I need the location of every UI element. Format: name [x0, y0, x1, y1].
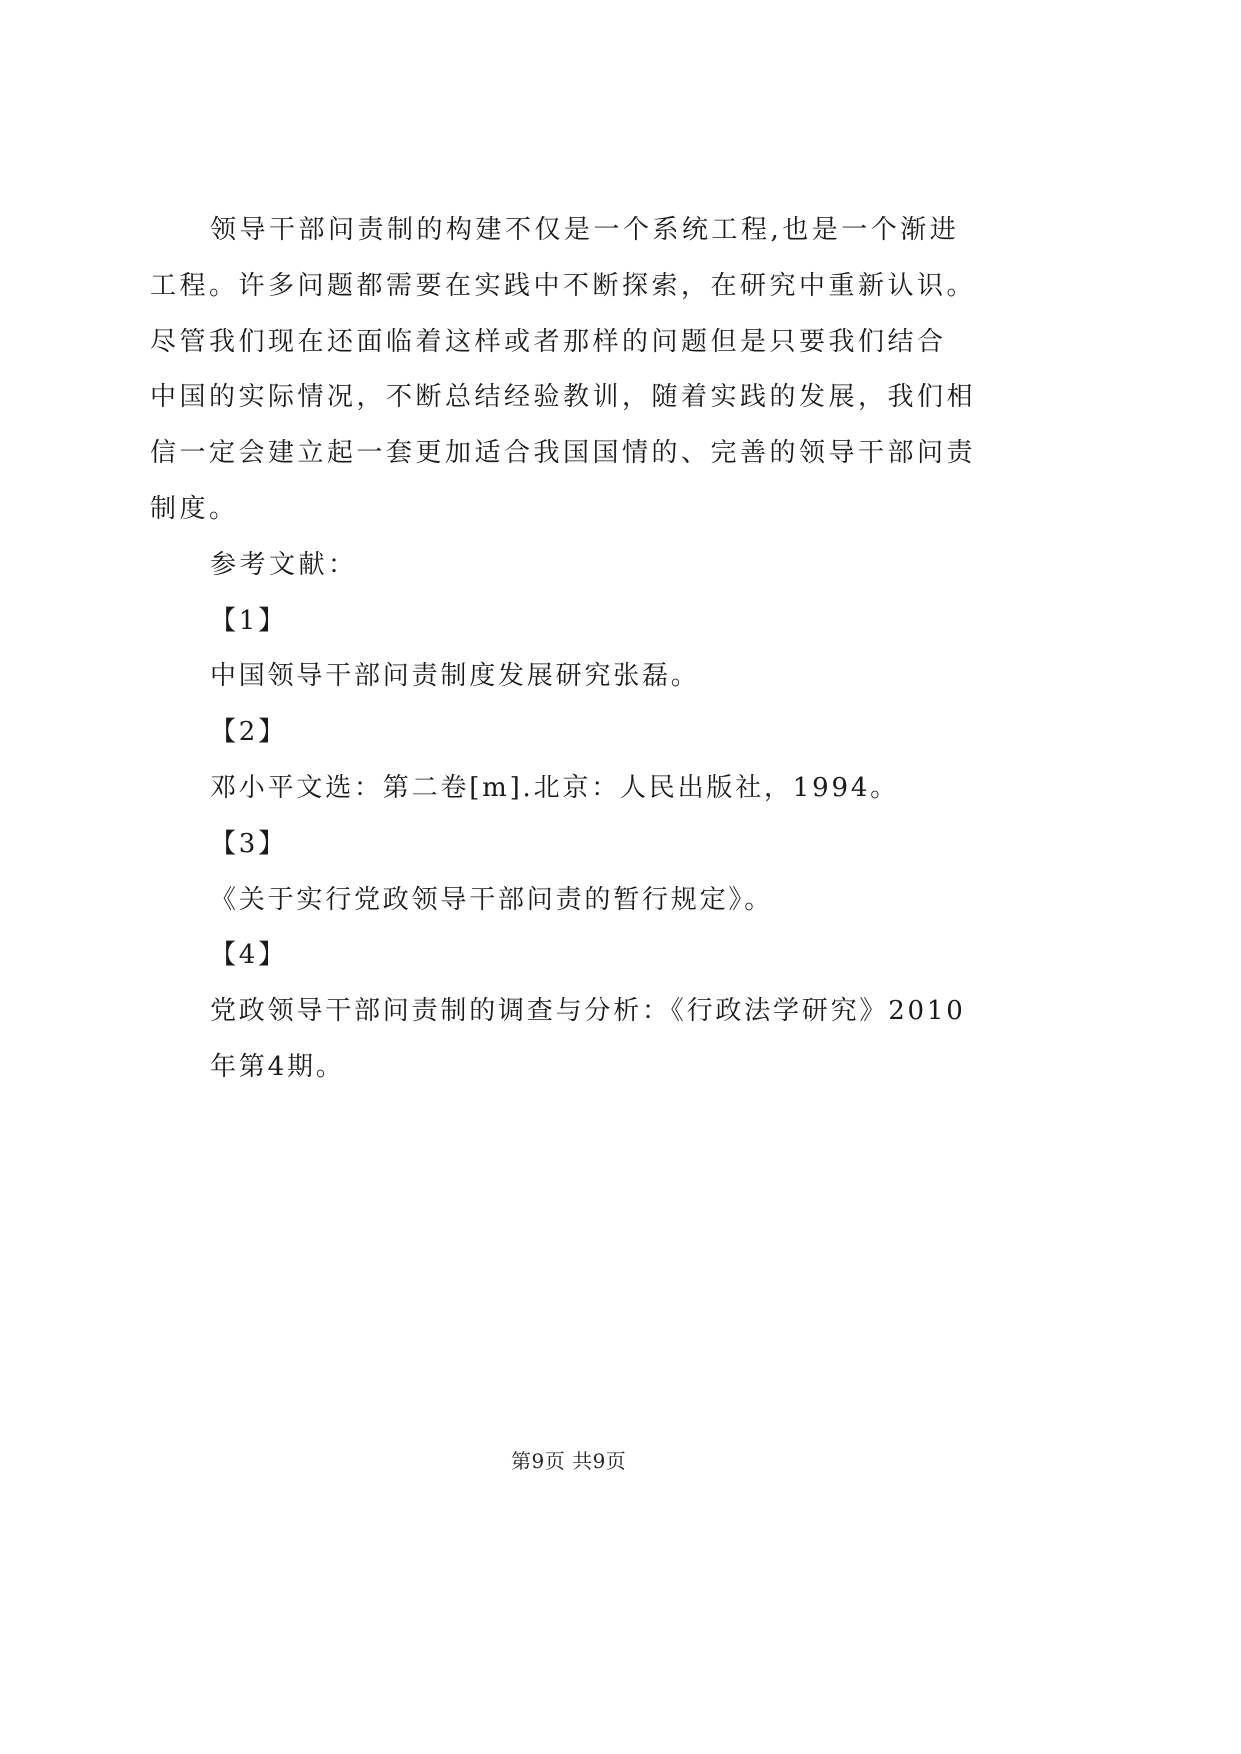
reference-label: 【3】	[210, 828, 287, 859]
reference-text: 《关于实行党政领导干部问责的暂行规定》。	[210, 884, 774, 915]
document-body	[150, 203, 1150, 1096]
reference-text: 党政领导干部问责制的调查与分析：《行政法学研究》2010	[210, 996, 966, 1027]
paragraph-line: 尽管我们现在还面临着这样或者那样的问题但是只要我们结合	[150, 326, 947, 357]
reference-label: 【1】	[210, 605, 287, 636]
reference-label: 【4】	[210, 940, 287, 971]
references-heading: 参考文献：	[210, 549, 358, 580]
reference-text: 年第4期。	[210, 1051, 345, 1082]
reference-label: 【2】	[210, 717, 287, 748]
paragraph-line: 工程。许多问题都需要在实践中不断探索，在研究中重新认识。	[150, 270, 977, 301]
reference-text: 邓小平文选：第二卷[m].北京：人民出版社，1994。	[210, 772, 899, 803]
paragraph-line: 领导干部问责制的构建不仅是一个系统工程,也是一个渐进	[210, 215, 960, 245]
page-number-footer: 第9页 共9页	[511, 1449, 627, 1473]
paragraph-line: 信一定会建立起一套更加适合我国国情的、完善的领导干部问责	[150, 438, 977, 469]
reference-text: 中国领导干部问责制度发展研究张磊。	[210, 661, 700, 692]
paragraph-line: 制度。	[150, 493, 239, 524]
paragraph-line: 中国的实际情况，不断总结经验教训，随着实践的发展，我们相	[150, 382, 977, 413]
